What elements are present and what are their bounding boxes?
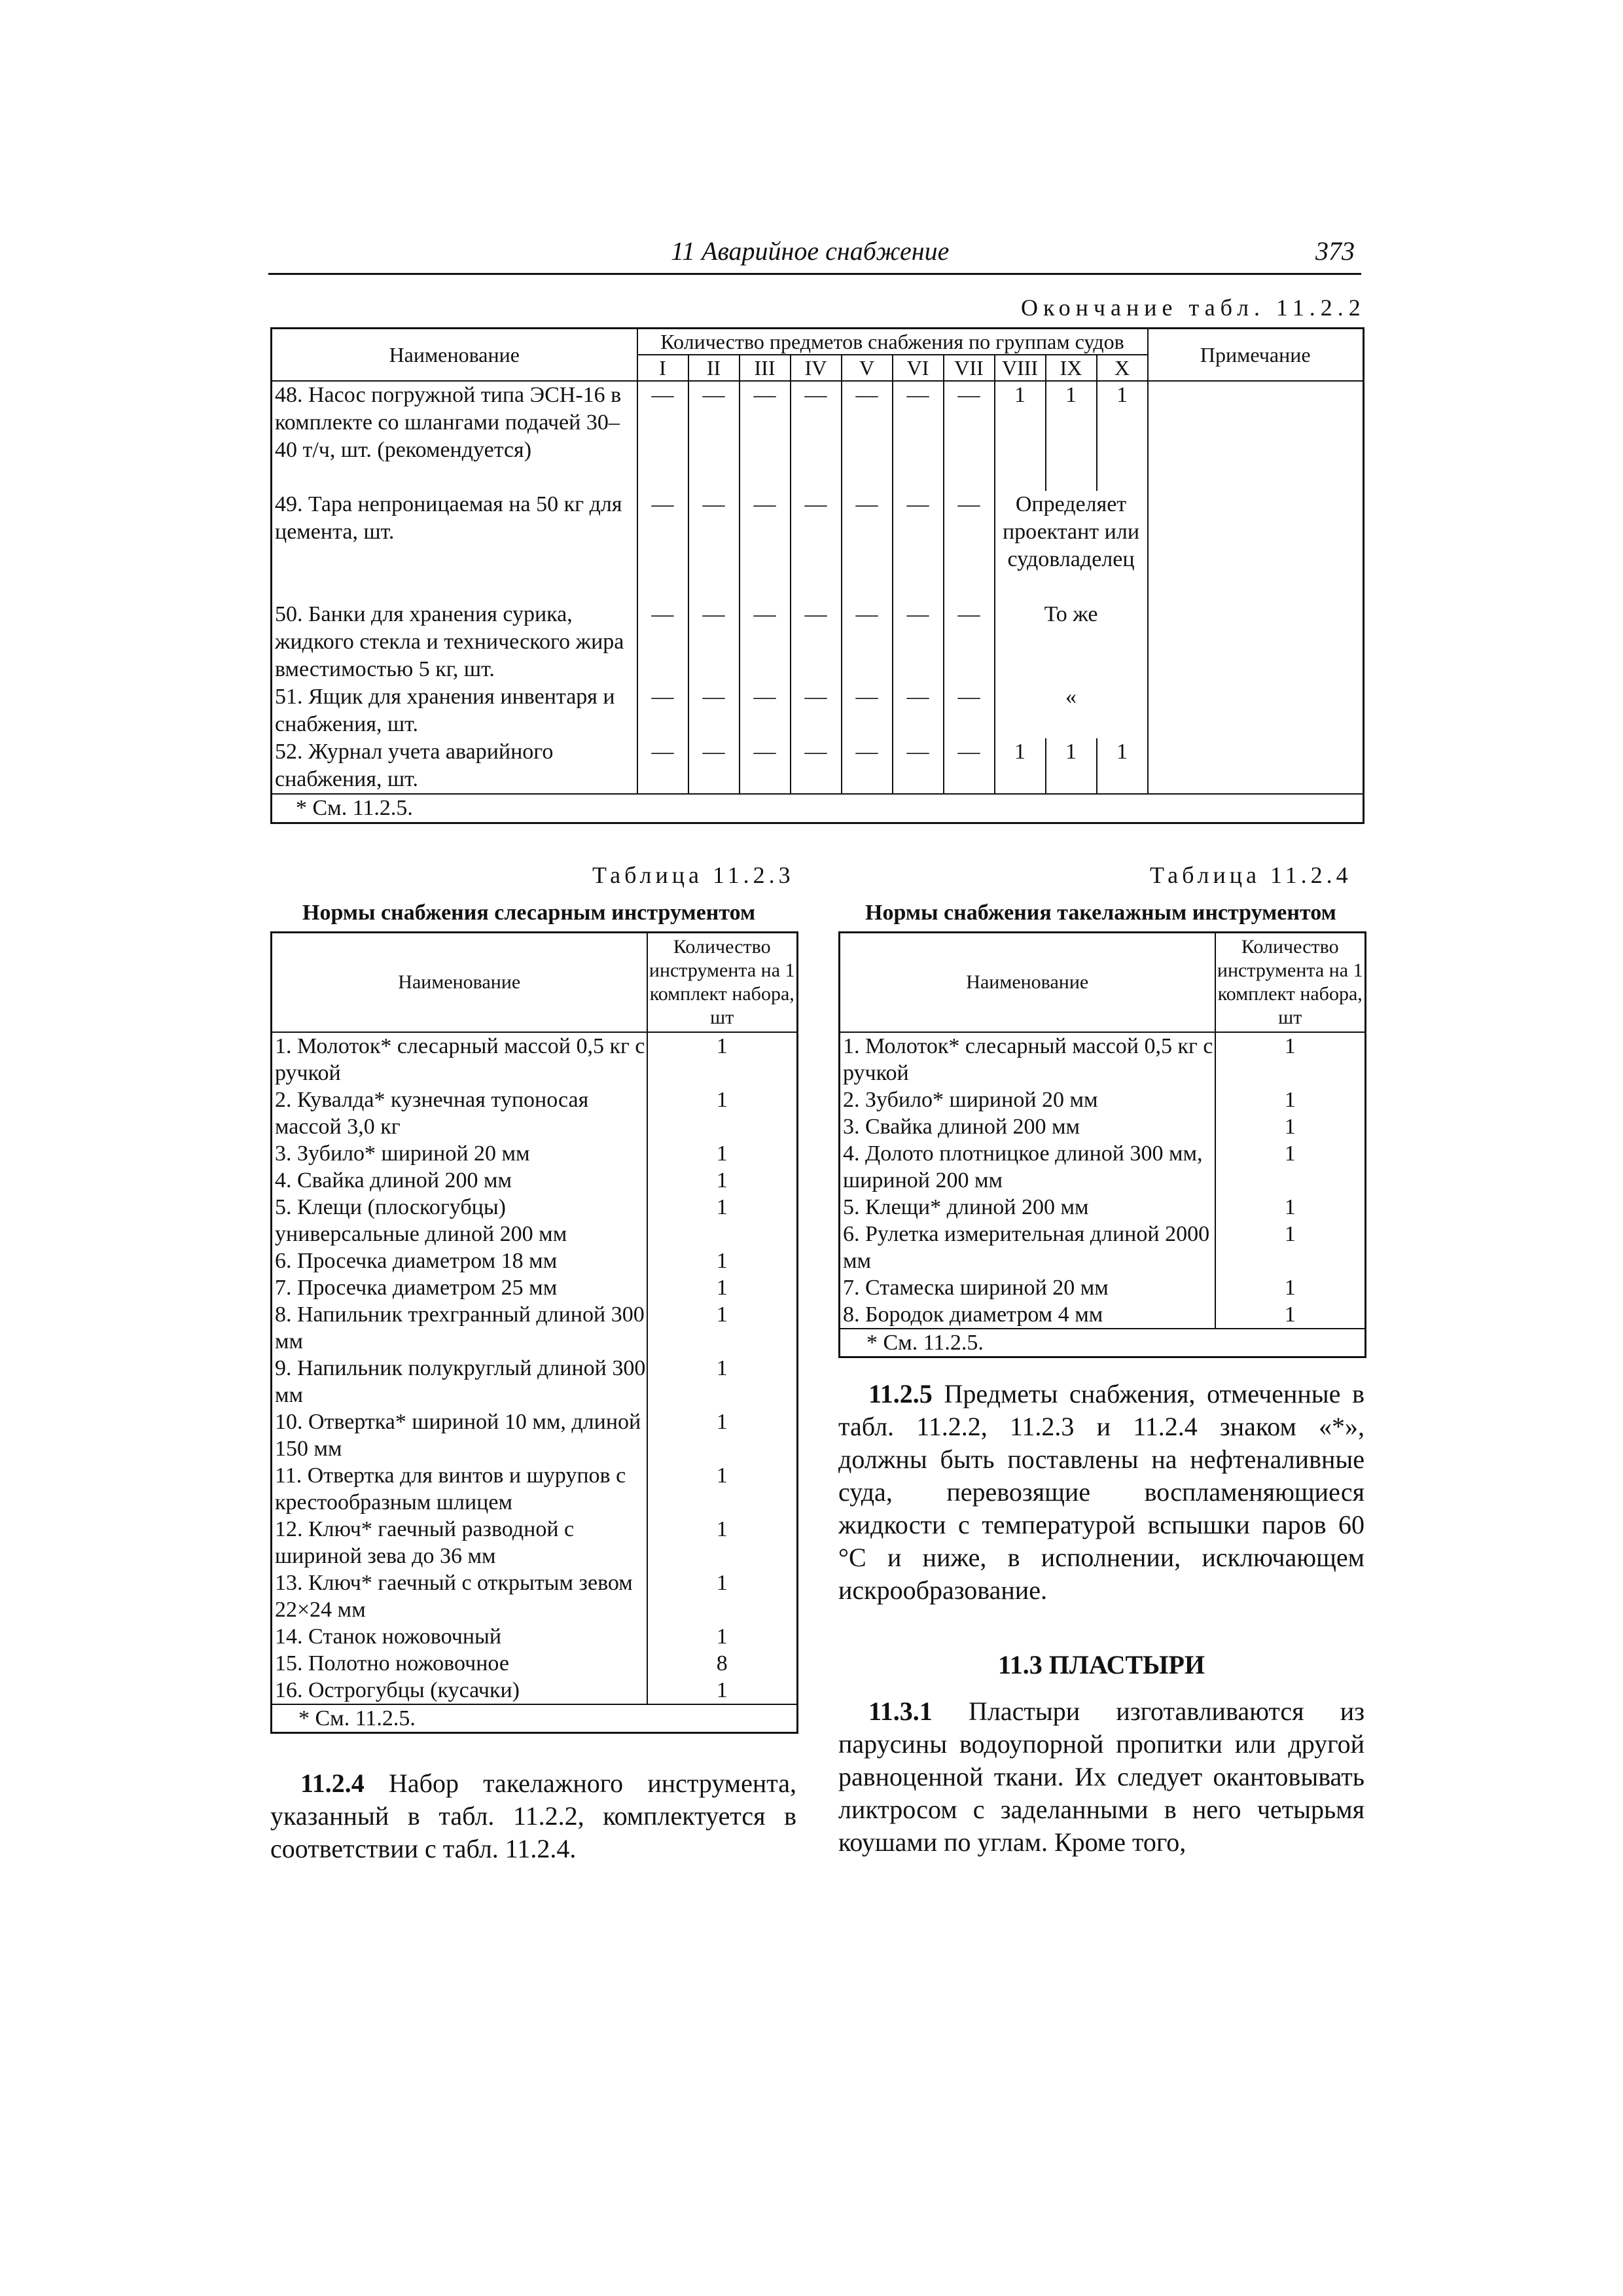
group-header: III	[740, 355, 791, 381]
table-row	[840, 1140, 1366, 1194]
table-row	[272, 1194, 798, 1247]
note-cell	[1148, 601, 1364, 683]
merged-note-cell: Определяет проектант или судовладелец	[995, 491, 1148, 601]
item-name: 50. Банки для хранения сурика, жидкого стекла и технического жира вместимостью 5 кг, шт.	[272, 601, 637, 683]
qty-cell: —	[740, 601, 791, 683]
paragraph-text: Набор такелажного инструмента, указанный в табл. 11.2.2, комплектуется в соответствии с табл. 11.2.4.	[270, 1768, 796, 1863]
col-header-name: Наименование	[272, 329, 637, 381]
table-row	[272, 601, 1364, 683]
item-qty: 1	[647, 1516, 798, 1570]
group-header: X	[1097, 355, 1148, 381]
col-header-qty-group: Количество предметов снабжения по группам судов	[637, 329, 1148, 355]
col-header-name: Наименование	[840, 933, 1215, 1032]
item-name: 6. Просечка диаметром 18 мм	[272, 1247, 647, 1274]
item-qty: 1	[647, 1140, 798, 1167]
item-name: 4. Свайка длиной 200 мм	[272, 1167, 647, 1194]
qty-cell: —	[893, 738, 944, 794]
item-name: 13. Ключ* гаечный с открытым зевом 22×24 мм	[272, 1570, 647, 1623]
page-number: 373	[1315, 236, 1355, 266]
item-name: 15. Полотно ножовочное	[272, 1650, 647, 1677]
merged-note-cell: «	[995, 683, 1148, 738]
item-qty: 1	[647, 1194, 798, 1247]
qty-cell: —	[944, 381, 995, 491]
col-header-qty: Количество инструмента на 1 комплект набора, шт	[1215, 933, 1366, 1032]
item-qty: 1	[647, 1462, 798, 1516]
item-qty: 1	[647, 1247, 798, 1274]
table-row	[272, 683, 1364, 738]
table-row	[272, 1140, 798, 1167]
note-cell	[1148, 683, 1364, 738]
paragraph-number: 11.2.5	[868, 1379, 933, 1408]
item-name: 2. Зубило* шириной 20 мм	[840, 1086, 1215, 1113]
table-11-2-3	[270, 931, 798, 1734]
item-qty: 1	[647, 1570, 798, 1623]
table-row	[840, 1221, 1366, 1274]
qty-cell: —	[637, 683, 688, 738]
qty-cell: —	[842, 683, 893, 738]
table-row	[840, 1086, 1366, 1113]
item-name: 8. Напильник трехгранный длиной 300 мм	[272, 1301, 647, 1355]
section-heading: 11.3 ПЛАСТЫРИ	[998, 1650, 1205, 1679]
table-row	[272, 1086, 798, 1140]
item-qty: 1	[647, 1274, 798, 1301]
qty-cell: —	[740, 738, 791, 794]
qty-cell: —	[740, 683, 791, 738]
item-name: 52. Журнал учета аварийного снабжения, шт.	[272, 738, 637, 794]
table-footnote: * См. 11.2.5.	[840, 1329, 1366, 1357]
item-name: 6. Рулетка измерительная длиной 2000 мм	[840, 1221, 1215, 1274]
qty-cell: —	[740, 381, 791, 491]
item-qty: 1	[1215, 1032, 1366, 1086]
qty-cell: —	[688, 738, 740, 794]
qty-cell: 1	[995, 738, 1046, 794]
item-qty: 1	[647, 1355, 798, 1408]
item-qty: 1	[647, 1677, 798, 1704]
qty-cell: —	[893, 683, 944, 738]
group-header: IX	[1046, 355, 1097, 381]
qty-cell: —	[637, 601, 688, 683]
qty-cell: —	[893, 491, 944, 601]
item-qty: 1	[647, 1623, 798, 1650]
table-row	[840, 1274, 1366, 1301]
qty-cell: 1	[995, 381, 1046, 491]
table-row	[272, 1032, 798, 1086]
table-11-2-4	[838, 931, 1366, 1358]
qty-cell: 1	[1046, 738, 1097, 794]
qty-cell: —	[688, 683, 740, 738]
paragraph-number: 11.3.1	[868, 1696, 933, 1726]
qty-cell: 1	[1046, 381, 1097, 491]
item-name: 2. Кувалда* кузнечная тупоносая массой 3,0 кг	[272, 1086, 647, 1140]
qty-cell: —	[688, 381, 740, 491]
group-header: VI	[893, 355, 944, 381]
qty-cell: —	[791, 683, 842, 738]
qty-cell: —	[944, 491, 995, 601]
table-row	[272, 1247, 798, 1274]
group-header: I	[637, 355, 688, 381]
table-row	[272, 1274, 798, 1301]
merged-note-cell: То же	[995, 601, 1148, 683]
item-name: 8. Бородок диаметром 4 мм	[840, 1301, 1215, 1329]
table-footnote: * См. 11.2.5.	[272, 794, 1364, 823]
col-header-note: Примечание	[1148, 329, 1364, 381]
qty-cell: —	[637, 738, 688, 794]
qty-cell: —	[842, 491, 893, 601]
qty-cell: —	[791, 381, 842, 491]
qty-cell: —	[637, 381, 688, 491]
item-name: 11. Отвертка для винтов и шурупов с крестообразным шлицем	[272, 1462, 647, 1516]
item-name: 5. Клещи (плоскогубцы) универсальные длиной 200 мм	[272, 1194, 647, 1247]
paragraph-text: Пластыри изготавливаются из парусины водоупорной пропитки или другой равноценной ткани. Их следует окантовывать ликтросом с заделанными в него четырьмя коушами по углам. Кроме того,	[838, 1696, 1364, 1857]
item-qty: 1	[1215, 1086, 1366, 1113]
paragraph-11-2-5	[838, 1378, 1364, 1607]
group-header: IV	[791, 355, 842, 381]
table-caption: Таблица 11.2.3	[592, 862, 794, 888]
qty-cell: —	[791, 738, 842, 794]
qty-cell: —	[791, 491, 842, 601]
table-row	[272, 1677, 798, 1704]
group-header: VII	[944, 355, 995, 381]
table-row	[840, 1113, 1366, 1140]
table-row	[272, 1650, 798, 1677]
item-name: 7. Стамеска шириной 20 мм	[840, 1274, 1215, 1301]
running-header-title: 11 Аварийное снабжение	[671, 236, 950, 266]
qty-cell: —	[842, 381, 893, 491]
item-name: 12. Ключ* гаечный разводной с шириной зева до 36 мм	[272, 1516, 647, 1570]
qty-cell: 1	[1097, 381, 1148, 491]
table-row	[272, 1623, 798, 1650]
item-qty: 1	[647, 1032, 798, 1086]
qty-cell: —	[893, 381, 944, 491]
item-qty: 1	[1215, 1274, 1366, 1301]
item-qty: 8	[647, 1650, 798, 1677]
note-cell	[1148, 381, 1364, 491]
item-name: 51. Ящик для хранения инвентаря и снабжения, шт.	[272, 683, 637, 738]
item-name: 3. Свайка длиной 200 мм	[840, 1113, 1215, 1140]
item-name: 9. Напильник полукруглый длиной 300 мм	[272, 1355, 647, 1408]
note-cell	[1148, 491, 1364, 601]
item-name: 1. Молоток* слесарный массой 0,5 кг с ручкой	[840, 1032, 1215, 1086]
item-qty: 1	[647, 1301, 798, 1355]
item-qty: 1	[647, 1086, 798, 1140]
table-row	[272, 1301, 798, 1355]
table-row	[272, 1462, 798, 1516]
paragraph-11-3-1	[838, 1695, 1364, 1859]
note-cell	[1148, 738, 1364, 794]
qty-cell: —	[842, 738, 893, 794]
paragraph-number: 11.2.4	[300, 1768, 365, 1798]
col-header-name: Наименование	[272, 933, 647, 1032]
table-row	[272, 1167, 798, 1194]
table-row	[840, 1032, 1366, 1086]
item-name: 3. Зубило* шириной 20 мм	[272, 1140, 647, 1167]
item-qty: 1	[1215, 1140, 1366, 1194]
col-header-qty: Количество инструмента на 1 комплект набора, шт	[647, 933, 798, 1032]
qty-cell: —	[893, 601, 944, 683]
table-caption: Таблица 11.2.4	[1150, 862, 1352, 888]
qty-cell: —	[740, 491, 791, 601]
table-row	[272, 1355, 798, 1408]
item-name: 1. Молоток* слесарный массой 0,5 кг с ручкой	[272, 1032, 647, 1086]
table-row	[272, 1408, 798, 1462]
item-name: 49. Тара непроницаемая на 50 кг для цемента, шт.	[272, 491, 637, 601]
item-name: 16. Острогубцы (кусачки)	[272, 1677, 647, 1704]
item-name: 4. Долото плотницкое длиной 300 мм, шириной 200 мм	[840, 1140, 1215, 1194]
qty-cell: —	[688, 491, 740, 601]
group-header: VIII	[995, 355, 1046, 381]
qty-cell: —	[944, 738, 995, 794]
item-name: 10. Отвертка* шириной 10 мм, длиной 150 мм	[272, 1408, 647, 1462]
item-qty: 1	[1215, 1221, 1366, 1274]
qty-cell: —	[944, 683, 995, 738]
paragraph-text: Предметы снабжения, отмеченные в табл. 11.2.2, 11.2.3 и 11.2.4 знаком «*», должны быть поставлены на нефтеналивные суда, перевозящие воспламеняющиеся жидкости с температурой вспышки паров 60 °С и ниже, в исполнении, исключающем искрообразование.	[838, 1379, 1364, 1605]
qty-cell: —	[791, 601, 842, 683]
group-header: V	[842, 355, 893, 381]
table-11-2-2-end	[270, 327, 1364, 824]
table-row	[272, 381, 1364, 491]
table-row	[272, 738, 1364, 794]
header-rule	[268, 273, 1361, 275]
item-qty: 1	[647, 1167, 798, 1194]
table-row	[840, 1194, 1366, 1221]
table-footnote: * См. 11.2.5.	[272, 1704, 798, 1733]
qty-cell: 1	[1097, 738, 1148, 794]
table-row	[272, 1570, 798, 1623]
item-qty: 1	[1215, 1113, 1366, 1140]
item-name: 7. Просечка диаметром 25 мм	[272, 1274, 647, 1301]
table-row	[272, 1516, 798, 1570]
item-name: 5. Клещи* длиной 200 мм	[840, 1194, 1215, 1221]
table-title: Нормы снабжения слесарным инструментом	[302, 901, 756, 925]
item-qty: 1	[647, 1408, 798, 1462]
qty-cell: —	[637, 491, 688, 601]
table-row	[272, 491, 1364, 601]
item-qty: 1	[1215, 1194, 1366, 1221]
item-qty: 1	[1215, 1301, 1366, 1329]
item-name: 14. Станок ножовочный	[272, 1623, 647, 1650]
group-header: II	[688, 355, 740, 381]
table-title: Нормы снабжения такелажным инструментом	[865, 901, 1336, 925]
item-name: 48. Насос погружной типа ЭСН-16 в комплекте со шлангами подачей 30–40 т/ч, шт. (рекомендуется)	[272, 381, 637, 491]
qty-cell: —	[688, 601, 740, 683]
continuation-caption: Окончание табл. 11.2.2	[1021, 295, 1366, 321]
table-row	[840, 1301, 1366, 1329]
qty-cell: —	[842, 601, 893, 683]
qty-cell: —	[944, 601, 995, 683]
paragraph-11-2-4	[270, 1767, 796, 1865]
